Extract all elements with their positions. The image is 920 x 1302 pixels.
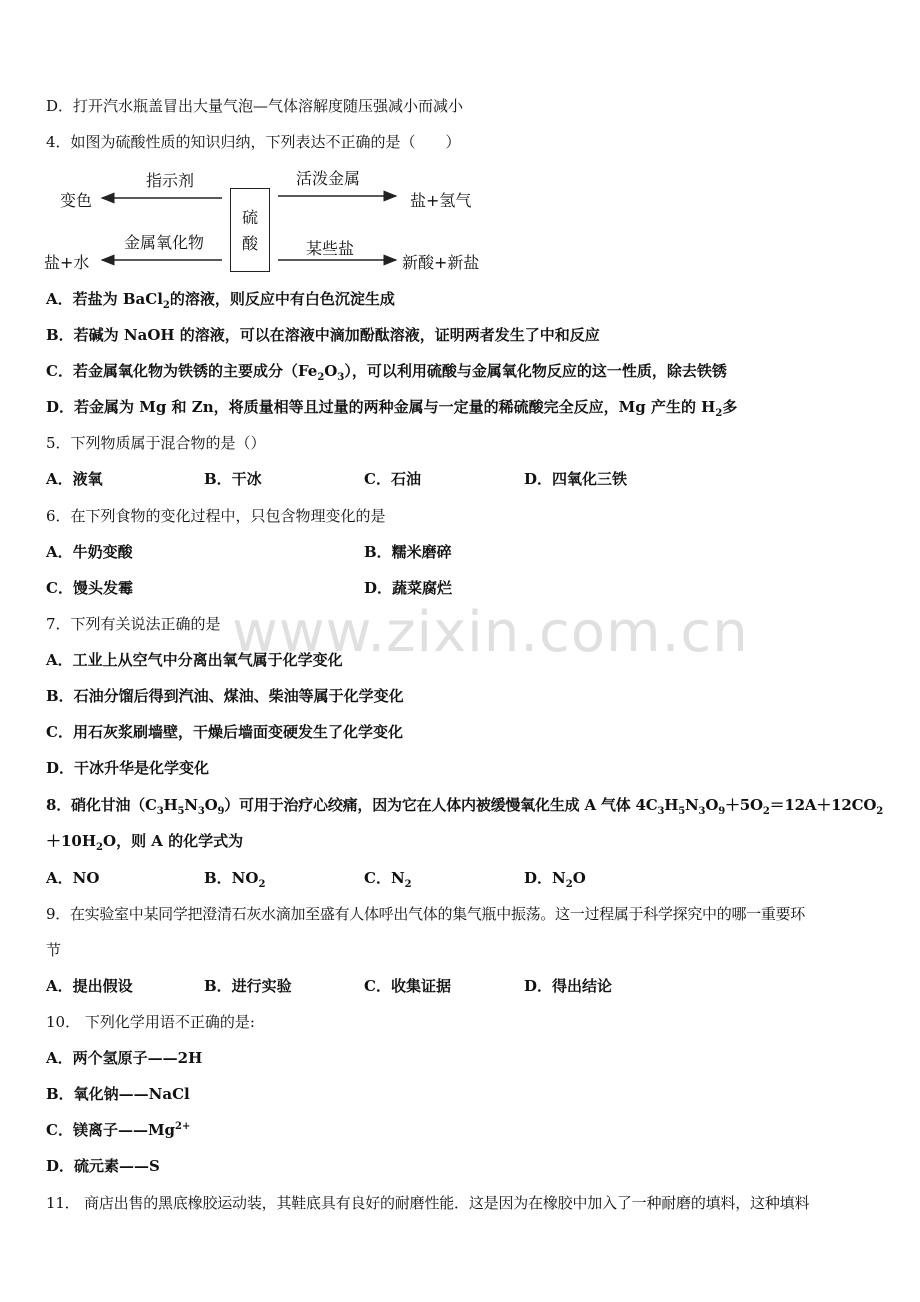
q5-option-d: D．四氧化三铁 bbox=[524, 470, 628, 488]
diagram-center-box bbox=[230, 188, 270, 272]
q8-option-b: B．$NO_2$ bbox=[204, 869, 266, 890]
q7-option-d: D．干冰升华是化学变化 bbox=[46, 759, 210, 777]
q10-option-d: D．硫元素——S bbox=[46, 1157, 160, 1175]
label-indicator: 指示剂 bbox=[146, 171, 195, 190]
center-char-bottom: 酸 bbox=[241, 234, 258, 253]
center-char-top: 硫 bbox=[241, 208, 258, 227]
q4-option-c: C．若金属氧化物为铁锈的主要成分$(Fe_2O_3)$，可以利用硫酸与金属氧化物反应的这一性质，除去铁锈 bbox=[46, 362, 727, 383]
q7-option-a: A．工业上从空气中分离出氧气属于化学变化 bbox=[46, 651, 343, 669]
q5-option-a: A．液氧 bbox=[46, 470, 103, 488]
q6-option-c: C．馒头发霉 bbox=[46, 579, 133, 597]
q6-option-b: B．糯米磨碎 bbox=[364, 543, 452, 561]
q9-stem-line1: 9．在实验室中某同学把澄清石灰水滴加至盛有人体呼出气体的集气瓶中振荡。这一过程属于科学探究中的哪一重要环 bbox=[46, 905, 805, 923]
label-metal: 活泼金属 bbox=[296, 169, 361, 188]
q7-option-b: B．石油分馏后得到汽油、煤油、柴油等属于化学变化 bbox=[46, 687, 404, 705]
q8-option-c: C．$N_2$ bbox=[364, 869, 412, 890]
q8-option-d: D．$N_2O$ bbox=[524, 869, 586, 890]
q8-stem-line1: 8．硝化甘油$(C_3H_5N_3O_9)$可用于治疗心绞痛，因为它在人体内被缓慢氧化生成 A 气体 $4C_3H_5N_3O_9+5O_2=12A+12CO_2$ bbox=[46, 796, 883, 817]
q6-stem: 6．在下列食物的变化过程中，只包含物理变化的是 bbox=[46, 507, 386, 525]
q9-option-d: D．得出结论 bbox=[524, 977, 613, 995]
q10-option-a: A．两个氢原子——2H bbox=[46, 1049, 203, 1067]
label-oxide: 金属氧化物 bbox=[124, 233, 205, 252]
q4-stem: 4．如图为硫酸性质的知识归纳，下列表达不正确的是（ ） bbox=[46, 133, 461, 151]
q9-option-c: C．收集证据 bbox=[364, 977, 451, 995]
watermark: www.zixin.com.cn bbox=[232, 600, 749, 665]
q10-option-c: C．镁离子$——Mg^{2+}$ bbox=[46, 1121, 191, 1139]
result-oxide: 盐+水 bbox=[44, 253, 90, 272]
q10-stem: 10． 下列化学用语不正确的是: bbox=[46, 1013, 255, 1031]
q11-stem: 11． 商店出售的黑底橡胶运动装，其鞋底具有良好的耐磨性能．这是因为在橡胶中加入了一种耐磨的填料，这种填料 bbox=[46, 1194, 810, 1212]
q9-option-a: A．提出假设 bbox=[46, 977, 133, 995]
q4-option-d: D．若金属为 Mg 和 Zn，将质量相等且过量的两种金属与一定量的稀硫酸完全反应，Mg 产生的 $H_2$多 bbox=[46, 398, 738, 419]
q9-option-b: B．进行实验 bbox=[204, 977, 292, 995]
q5-stem: 5．下列物质属于混合物的是（） bbox=[46, 434, 266, 452]
q5-option-c: C．石油 bbox=[364, 470, 421, 488]
q6-option-a: A．牛奶变酸 bbox=[46, 543, 133, 561]
result-salt: 新酸+新盐 bbox=[402, 253, 480, 272]
q9-stem-line2: 节 bbox=[46, 941, 62, 959]
q7-option-c: C．用石灰浆刷墙壁，干燥后墙面变硬发生了化学变化 bbox=[46, 723, 403, 741]
q4-option-b: B．若碱为 NaOH 的溶液，可以在溶液中滴加酚酞溶液，证明两者发生了中和反应 bbox=[46, 326, 600, 344]
label-salt: 某些盐 bbox=[306, 239, 355, 258]
q5-option-b: B．干冰 bbox=[204, 470, 262, 488]
q4-option-a: A．若盐为 BaCl$_2$的溶液，则反应中有白色沉淀生成 bbox=[46, 290, 395, 311]
result-metal: 盐+氢气 bbox=[410, 191, 472, 210]
result-indicator: 变色 bbox=[60, 191, 93, 210]
q10-option-b: B．氧化钠——NaCl bbox=[46, 1085, 190, 1103]
q8-stem-line2: $+10H_2O$，则 A 的化学式为 bbox=[46, 832, 244, 853]
q6-option-d: D．蔬菜腐烂 bbox=[364, 579, 453, 597]
q7-stem: 7．下列有关说法正确的是 bbox=[46, 615, 221, 633]
sulfuric-acid-diagram bbox=[40, 160, 500, 278]
q8-option-a: A．NO bbox=[46, 869, 100, 887]
q3-option-d: D．打开汽水瓶盖冒出大量气泡—气体溶解度随压强减小而减小 bbox=[46, 97, 464, 115]
